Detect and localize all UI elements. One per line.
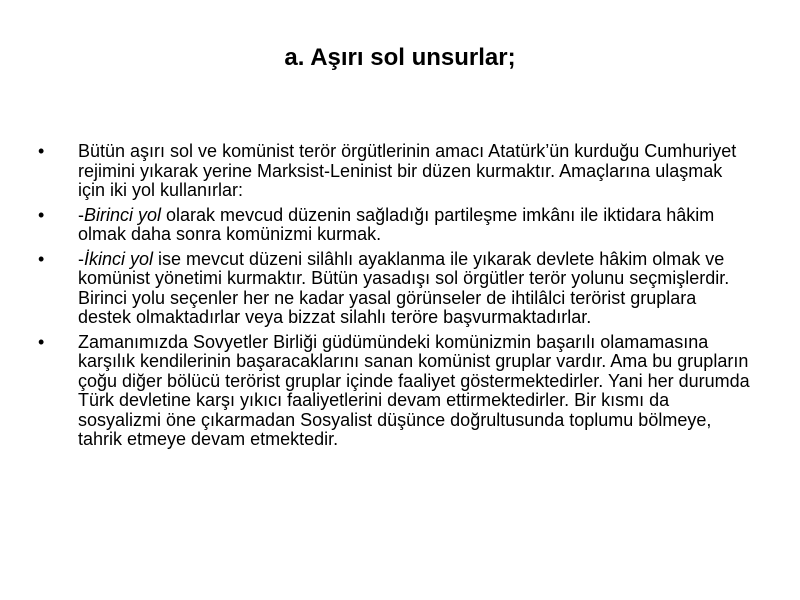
bullet-icon: •: [38, 141, 45, 161]
bullet-text: Bütün aşırı sol ve komünist terör örgütlerinin amacı Atatürk’ün kurduğu Cumhuriyet rejimini yıkarak yerine Marksist-Leninist bir düzen kurmaktır. Amaçlarına ulaşmak için iki yol kullanırlar:: [78, 141, 737, 200]
bullet-text: olarak mevcud düzenin sağladığı partileşme imkânı ile iktidara hâkim olmak daha sonra komünizmi kurmak.: [78, 204, 715, 244]
bullet-list: [38, 142, 753, 455]
bullet-icon: •: [38, 248, 45, 269]
bullet-emphasis: Birinci yol: [84, 204, 162, 225]
bullet-text: ise mevcut düzeni silâhlı ayaklanma ile yıkarak devlete hâkim olmak ve komünist yönetimi kurmaktır. Bütün yasadışı sol örgütler terör yolunu seçmişlerdir. Birinci yolu seçenler her ne kadar yasal görünseler de ihtilâlci terörist gruplara destek olmaktadırlar veya bizzat silahlı teröre başvurmaktadırlar.: [78, 248, 730, 327]
bullet-prefix: -: [78, 248, 84, 269]
bullet-item-3: [38, 250, 753, 328]
bullet-prefix: -: [78, 204, 84, 225]
bullet-item-1: [38, 142, 753, 201]
bullet-item-4: [38, 333, 753, 450]
bullet-icon: •: [38, 331, 45, 352]
slide-title: a. Aşırı sol unsurlar;: [284, 44, 516, 71]
bullet-emphasis: İkinci yol: [84, 248, 154, 269]
bullet-text: Zamanımızda Sovyetler Birliği güdümündeki komünizmin başarılı olamamasına karşılık kendilerinin başaracaklarını sanan komünist gruplar vardır. Ama bu grupların çoğu diğer bölücü terörist gruplar içinde faaliyet göstermektedirler. Yani her durumda Türk devletine karşı yıkıcı faaliyetlerini devam ettirmektedirler. Bir kısmı da sosyalizmi öne çıkarmadan Sosyalist düşünce doğrultusunda toplumu bölmeye, tahrik etmeye devam etmektedir.: [78, 331, 750, 449]
bullet-item-2: [38, 206, 753, 245]
bullet-icon: •: [38, 204, 45, 225]
